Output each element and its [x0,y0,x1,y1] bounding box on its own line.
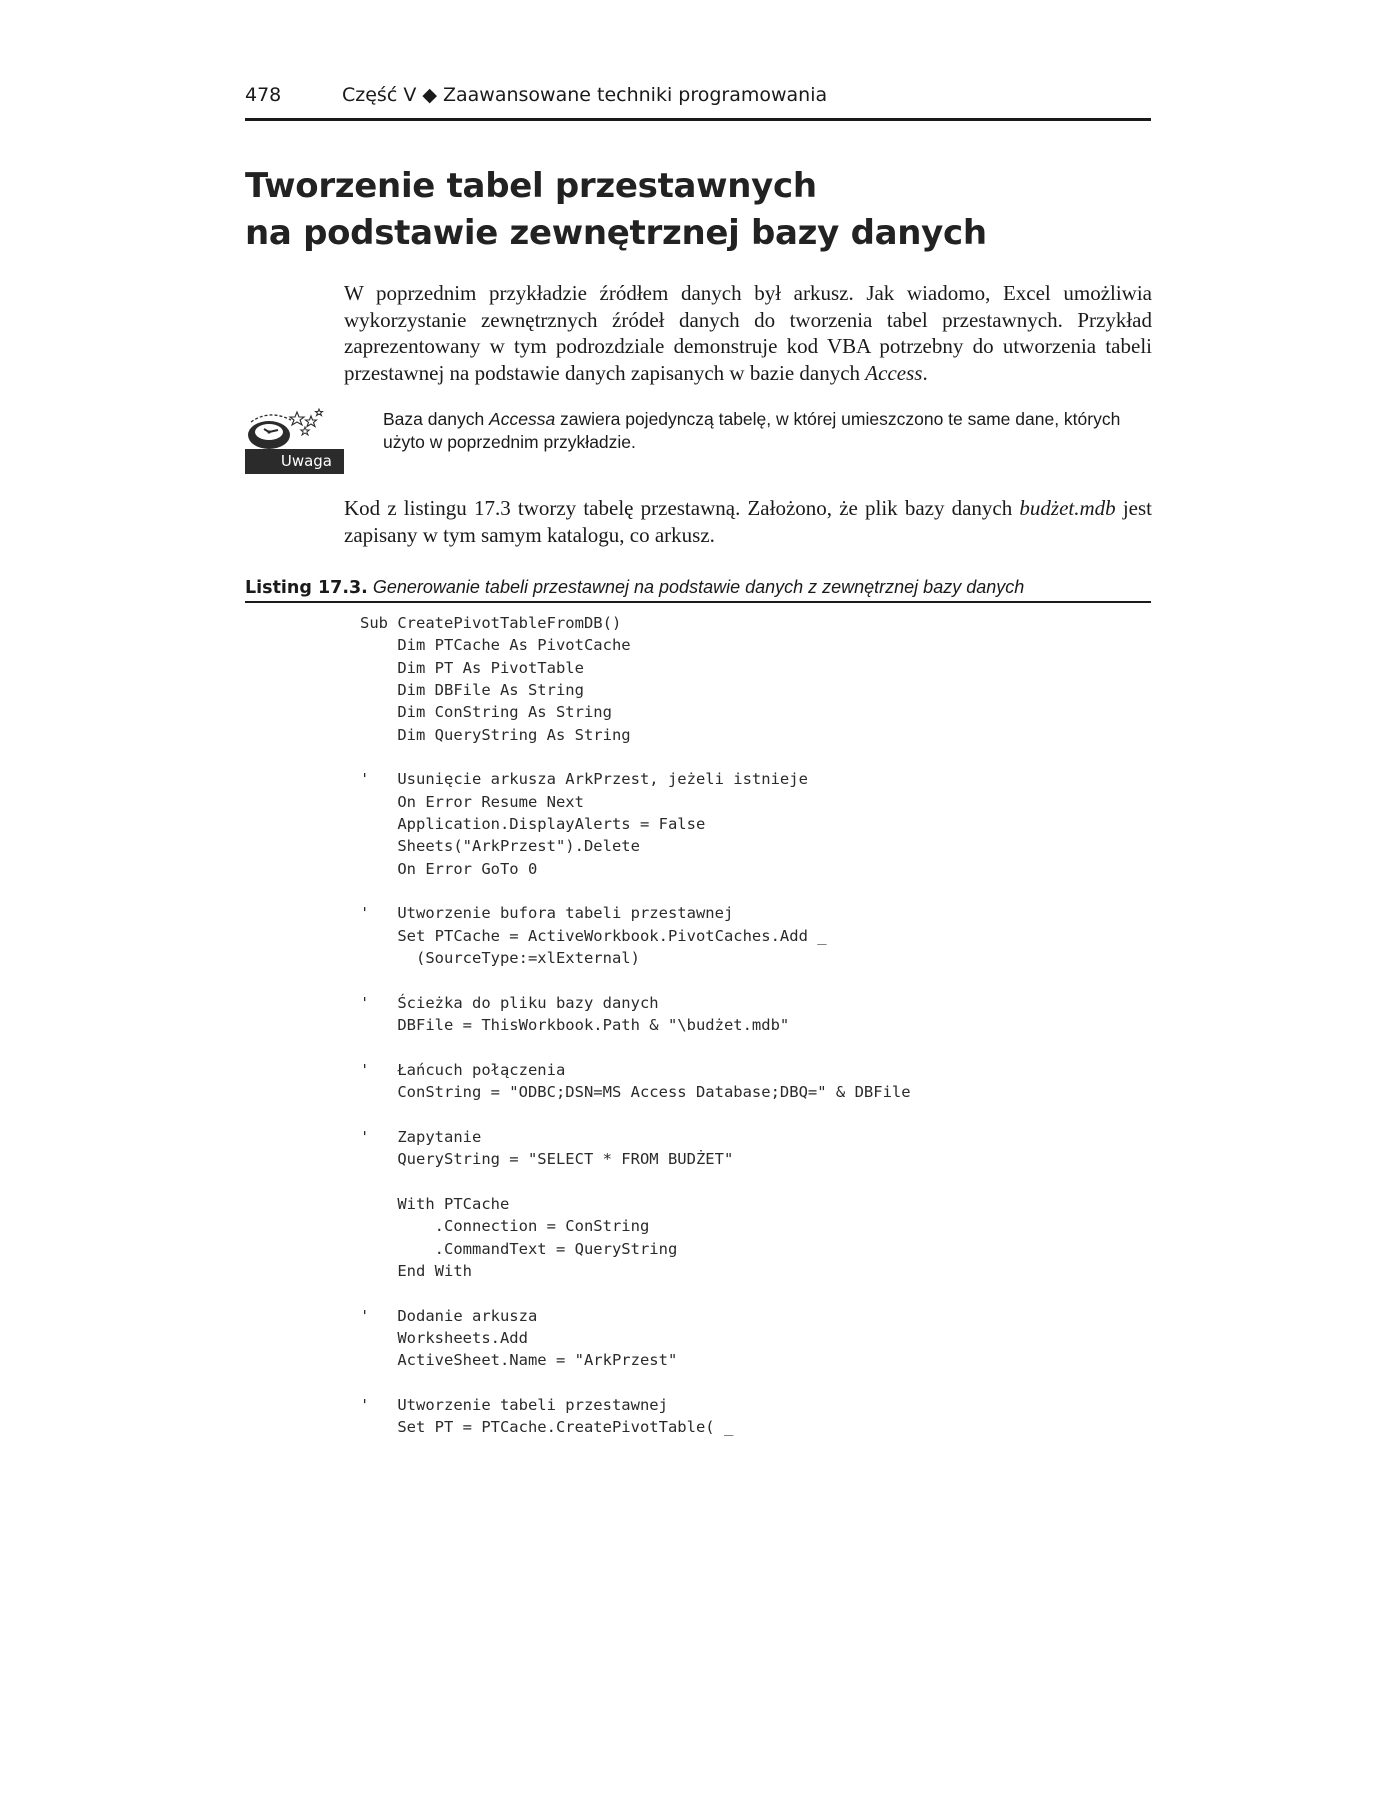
listing-intro-italic: budżet.mdb [1019,496,1116,520]
note-text [383,408,1143,454]
listing-caption [245,575,1151,603]
listing-intro-text-before: Kod z listingu 17.3 tworzy tabelę przestawną. Założono, że plik bazy danych [344,496,1020,520]
running-title: Część V ◆ Zaawansowane techniki programowania [342,84,828,106]
section-title [245,163,987,257]
section-title-line2: na podstawie zewnętrznej bazy danych [245,213,987,253]
listing-intro-paragraph [344,495,1152,548]
intro-paragraph-end: . [922,360,928,385]
intro-paragraph [344,280,1152,386]
section-title-line1: Tworzenie tabel przestawnych [245,166,817,206]
note-text-after: zawiera pojedynczą tabelę, w której umieszczono te same dane, których użyto w poprzednim przykładzie. [383,409,1121,452]
listing-label: Listing 17.3. [245,578,368,598]
page-number: 478 [245,84,282,106]
page-header [245,84,1151,121]
listing-intro-text-after: jest zapisany w tym samym katalogu, co arkusz. [344,496,1152,547]
intro-paragraph-text: W poprzednim przykładzie źródłem danych był arkusz. Jak wiadomo, Excel umożliwia wykorzystanie zewnętrznych źródeł danych do tworzenia tabel przestawnych. Przykład zaprezentowany w tym podrozdziale demonstruje kod VBA potrzebny do utworzenia tabeli przestawnej na podstawie danych zapisanych w bazie danych [344,281,1152,385]
intro-paragraph-italic: Access [865,360,923,385]
listing-caption-text: Generowanie tabeli przestawnej na podstawie danych z zewnętrznej bazy danych [372,577,1025,597]
note-text-before: Baza danych [383,409,490,429]
note-label: Uwaga [245,449,344,474]
note-text-italic: Accessa [489,409,556,429]
code-listing: Sub CreatePivotTableFromDB() Dim PTCache As PivotCache Dim PT As PivotTable Dim DBFile As String Dim ConString As String Dim QueryString As String ' Usunięcie arkusza ArkPrzest, jeżeli istnieje On Error Resume Next Application.DisplayAlerts = False Sheets("ArkPrzest").Delete On Error GoTo 0 ' Utworzenie bufora tabeli przestawnej Set PTCache = ActiveWorkbook.PivotCaches.Add _ (SourceType:=xlExternal) ' Ścieżka do pliku bazy danych DBFile = ThisWorkbook.Path & "\budżet.mdb" ' Łańcuch połączenia ConString = "ODBC;DSN=MS Access Database;DBQ=" & DBFile ' Zapytanie QueryString = "SELECT * FROM BUDŻET" With PTCache .Connection = ConString .CommandText = QueryString End With ' Dodanie arkusza Worksheets.Add ActiveSheet.Name = "ArkPrzest" ' Utworzenie tabeli przestawnej Set PT = PTCache.CreatePivotTable( _ [360,614,911,1437]
